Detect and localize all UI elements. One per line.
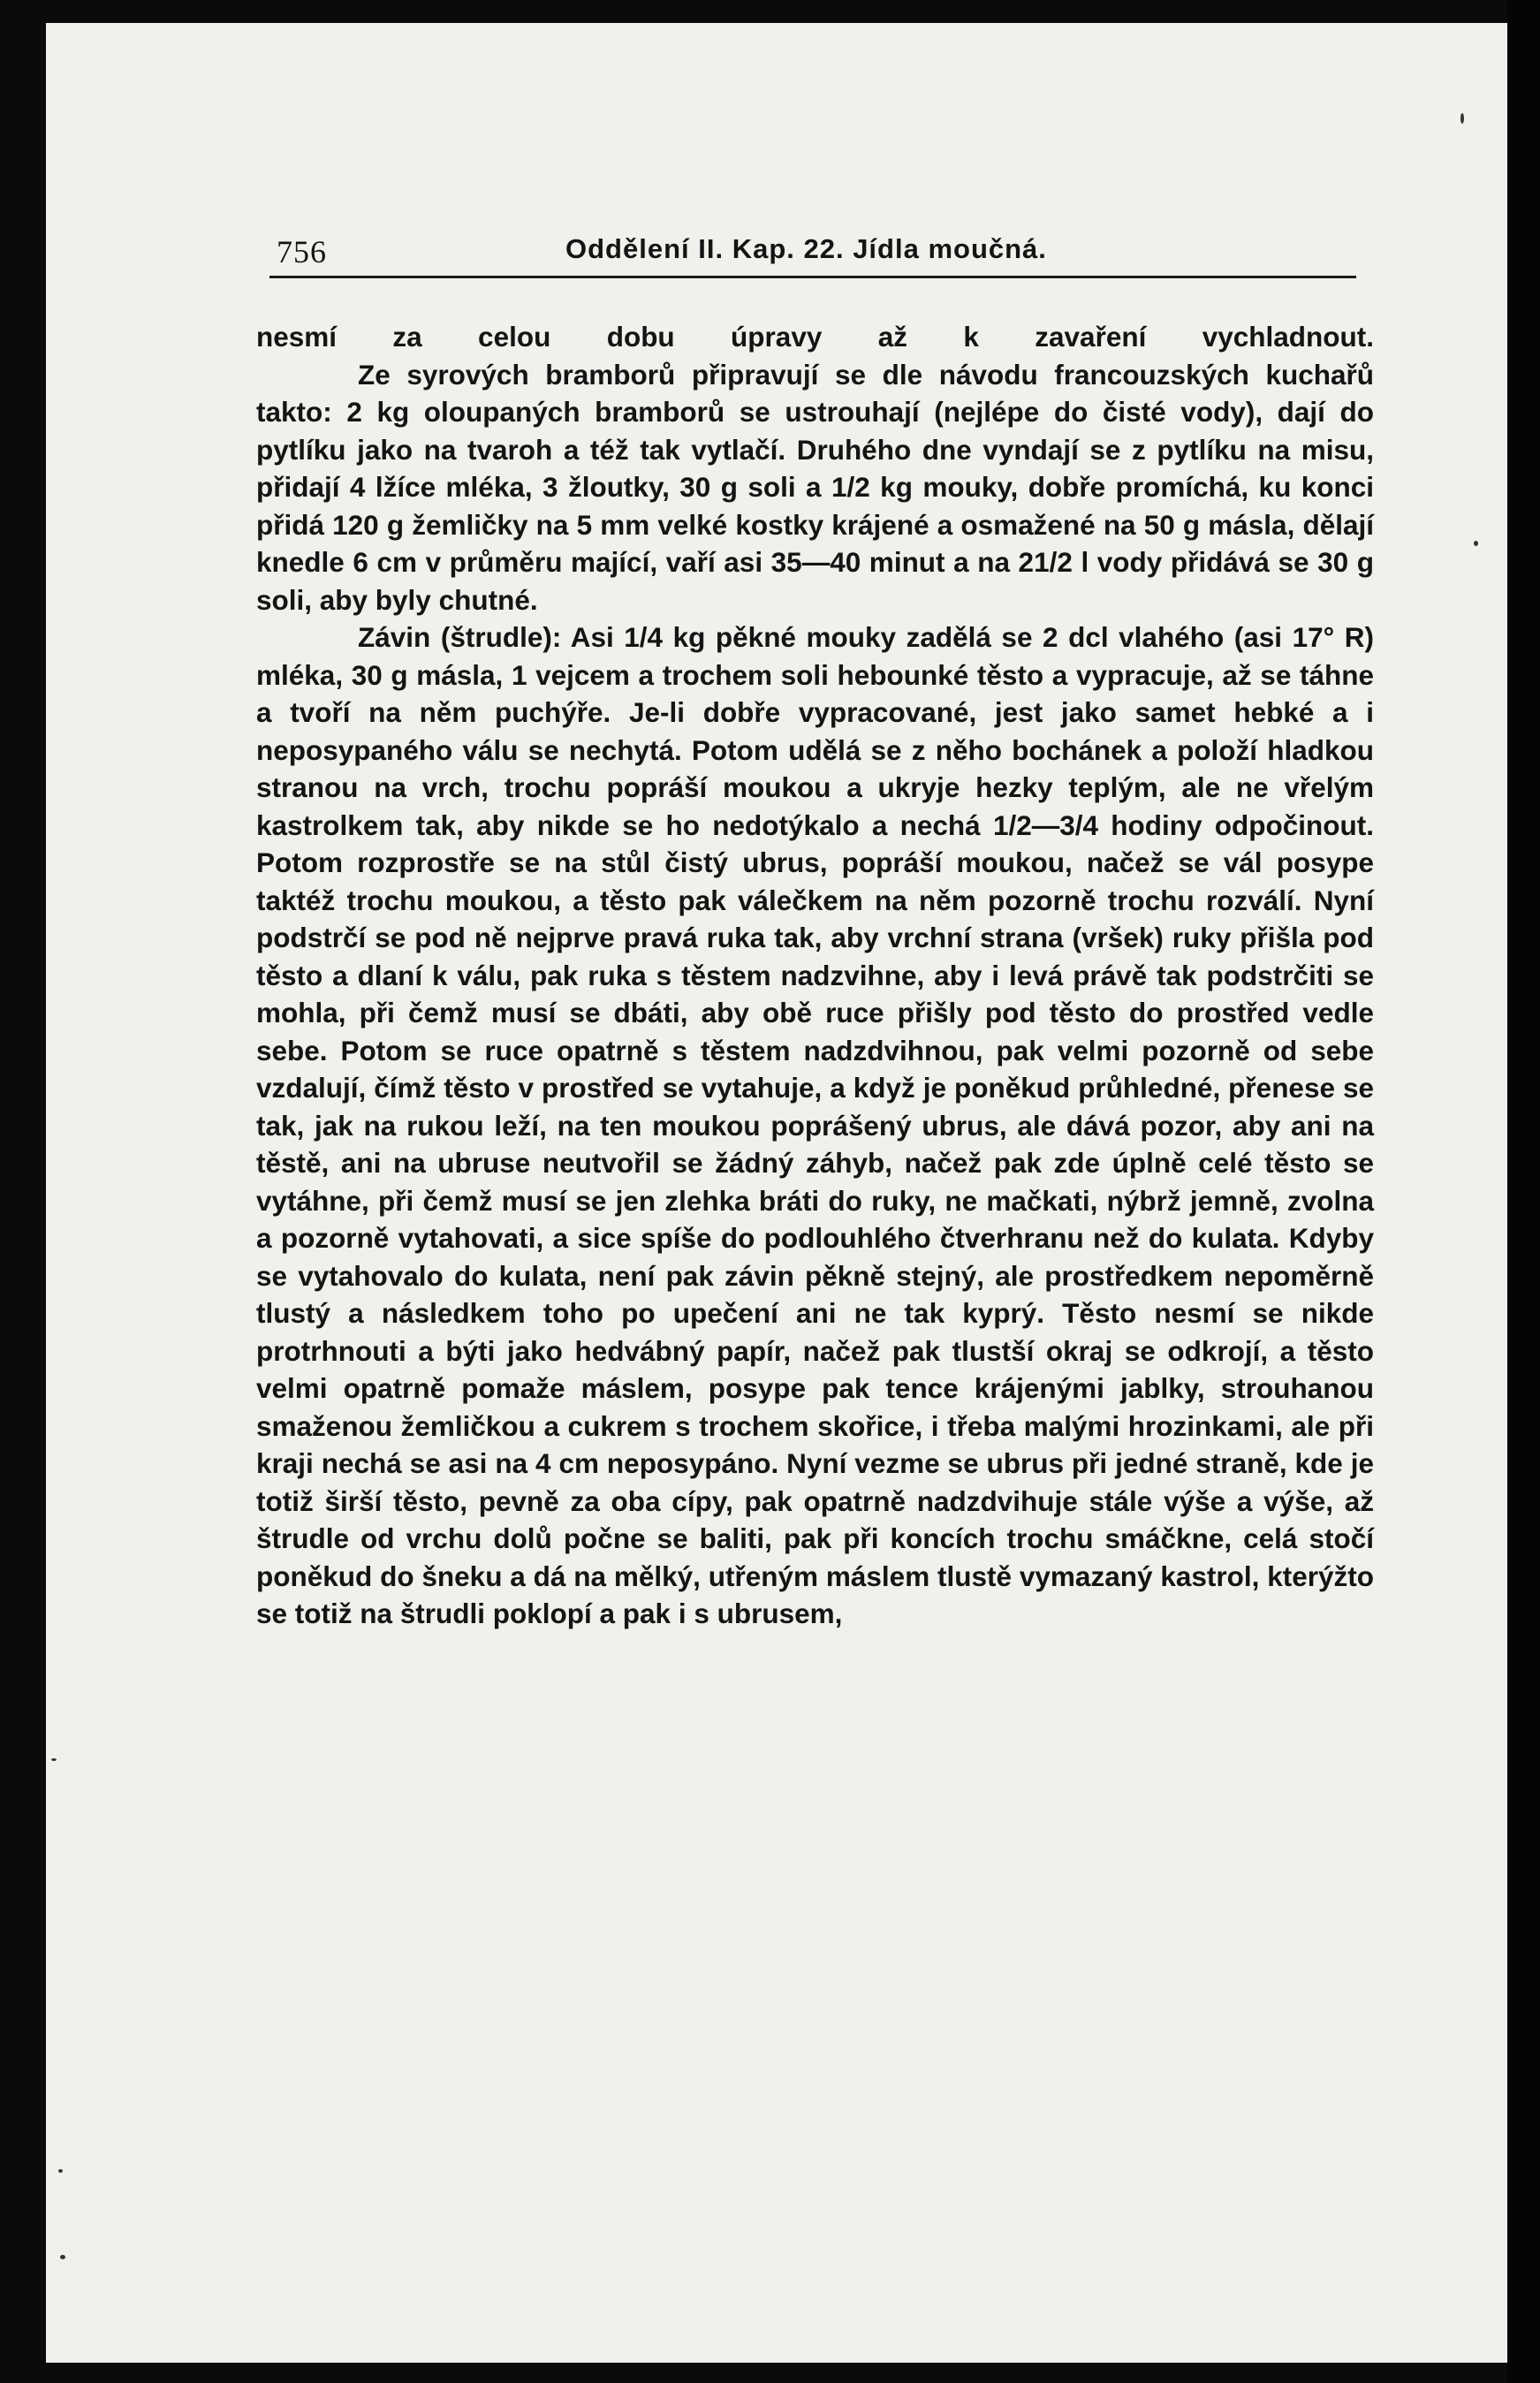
body-text <box>256 318 1374 1633</box>
scan-speck <box>60 2255 65 2259</box>
header-rule <box>269 276 1356 278</box>
page-number: 756 <box>277 234 327 269</box>
scan-border <box>1507 0 1540 2383</box>
scan-speck <box>51 1758 57 1761</box>
running-title: Oddělení II. Kap. 22. Jídla moučná. <box>565 233 1047 264</box>
scan-speck <box>58 2169 63 2173</box>
page-header <box>269 228 1356 281</box>
scan-speck <box>1474 541 1478 546</box>
paragraph-raw-potato-dumplings: Ze syrových bramborů připravují se dle návodu francouzských kuchařů takto: 2 kg oloupaných bramborů se ustrouhají (nejlépe do čisté vody), dají do pytlíku jako na tvaroh a též tak vytlačí. Druhého dne vyndají se z pytlíku na misu, přidají 4 lžíce mléka, 3 žloutky, 30 g soli a 1/2 kg mouky, dobře promíchá, ku konci přidá 120 g žemličky na 5 mm velké kostky krájené a osmažené na 50 g másla, dělají knedle 6 cm v průměru mající, vaří asi 35—40 minut a na 21/2 l vody přidává se 30 g soli, aby byly chutné. <box>256 358 1374 616</box>
paragraph-strudel: Závin (štrudle): Asi 1/4 kg pěkné mouky zadělá se 2 dcl vlahého (asi 17° R) mléka, 30 g másla, 1 vejcem a trochem soli hebounké těsto a vypracuje, až se táhne a tvoří na něm puchýře. Je-li dobře vypracované, jest jako samet hebké a i neposypaného válu se nechytá. Potom udělá se z něho bochánek a položí hladkou stranou na vrch, trochu popráší moukou a ukryje hezky teplým, ale ne vřelým kastrolkem tak, aby nikde se ho nedotýkalo a nechá 1/2—3/4 hodiny odpočinout. Potom rozprostře se na stůl čistý ubrus, popráší moukou, načež se vál posype taktéž trochu moukou, a těsto pak válečkem na něm pozorně trochu rozválí. Nyní podstrčí se pod ně nejprve pravá ruka tak, aby vrchní strana (vršek) ruky přišla pod těsto a dlaní k válu, pak ruka s těstem nadzvihne, aby i levá právě tak podstrčiti se mohla, při čemž musí se dbáti, aby obě ruce přišly pod těsto do prostřed vedle sebe. Potom se ruce opatrně s těstem nadzdvihnou, pak velmi pozorně od sebe vzdalují, čímž těsto v prostřed se vytahuje, a když je poněkud průhledné, přenese se tak, jak na rukou leží, na ten moukou poprášený ubrus, ale dává pozor, aby ani na těstě, ani na ubruse neutvořil se žádný záhyb, načež pak zde úplně celé těsto se vytáhne, při čemž musí se jen zlehka bráti do ruky, ne mačkati, nýbrž jemně, zvolna a pozorně vytahovati, a sice spíše do podlouhlého čtverhranu než do kulata. Kdyby se vytahovalo do kulata, není pak závin pěkně stejný, ale prostředkem nepoměrně tlustý a následkem toho po upečení ani ne tak kyprý. Těsto nesmí se nikde protrhnouti a býti jako hedvábný papír, načež pak tlustší okraj se odkrojí, a těsto velmi opatrně pomaže máslem, posype pak tence krájenými jablky, strouhanou smaženou žemličkou a cukrem s trochem skořice, i třeba malými hrozinkami, ale při kraji nechá se asi na 4 cm neposypáno. Nyní vezme se ubrus při jedné straně, kde je totiž širší těsto, pevně za oba cípy, pak opatrně nadzdvihuje stále výše a výše, až štrudle od vrchu dolů počne se baliti, pak při koncích trochu smáčkne, celá stočí poněkud do šneku a dá na mělký, utřeným máslem tlustě vymazaný kastrol, kterýžto se totiž na štrudli poklopí a pak i s ubrusem, <box>256 621 1374 1629</box>
paragraph-continuation: nesmí za celou dobu úpravy až k zavaření vychladnout. <box>256 321 1374 353</box>
scan-speck <box>1460 113 1464 124</box>
